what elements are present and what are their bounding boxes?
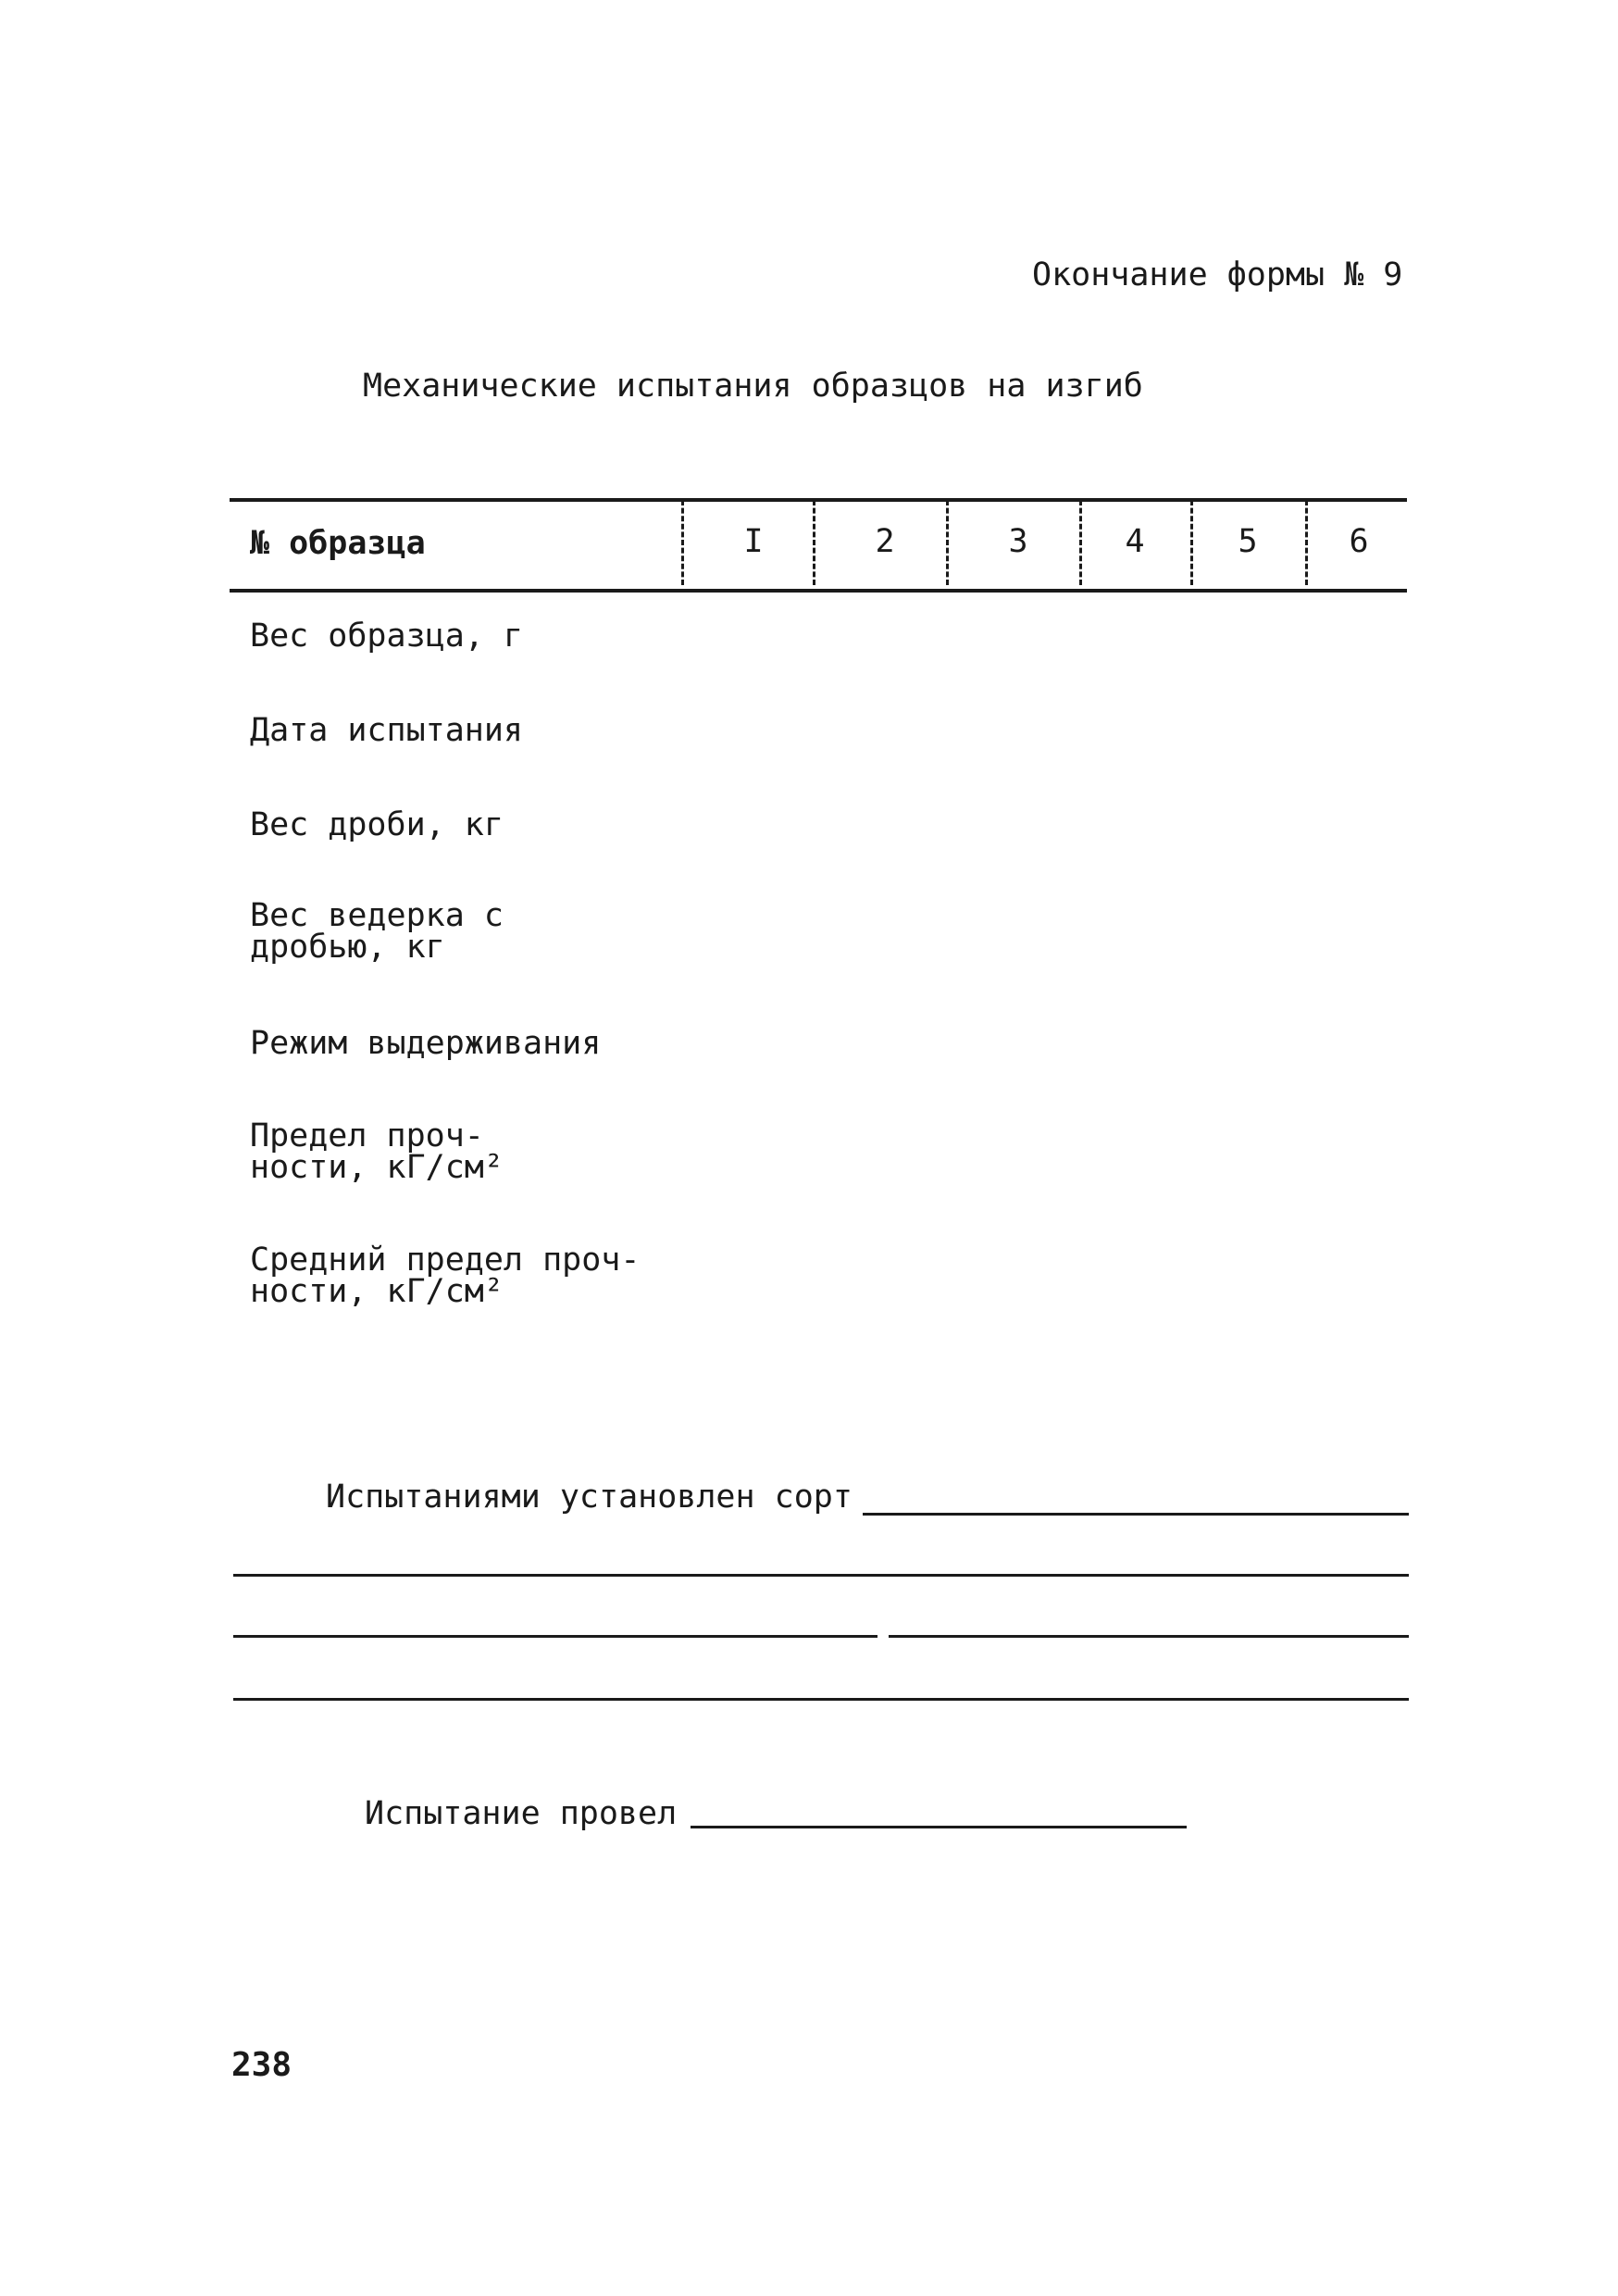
column-separator bbox=[1079, 500, 1082, 585]
form-end-note: Окончание формы № 9 bbox=[1032, 256, 1403, 293]
column-separator bbox=[813, 500, 815, 585]
grade-blank-line-3a[interactable] bbox=[233, 1635, 877, 1638]
row-label-bucket-weight: Вес ведерка с дробью, кг bbox=[250, 897, 504, 966]
column-heading-6: 6 bbox=[1349, 523, 1369, 560]
column-separator bbox=[1190, 500, 1193, 585]
page-number: 238 bbox=[231, 2046, 292, 2084]
column-separator bbox=[1305, 500, 1308, 585]
row-label-test-date: Дата испытания bbox=[250, 712, 524, 749]
document-title: Механические испытания образцов на изгиб bbox=[363, 368, 1143, 405]
column-heading-3: 3 bbox=[1008, 523, 1028, 560]
grade-blank-line-4[interactable] bbox=[233, 1698, 1409, 1701]
row-label-sample-weight: Вес образца, г bbox=[250, 618, 524, 655]
tester-label: Испытание провел bbox=[365, 1795, 678, 1832]
column-separator bbox=[681, 500, 684, 585]
column-heading-5: 5 bbox=[1238, 523, 1258, 560]
grade-blank-line-3b[interactable] bbox=[889, 1635, 1409, 1638]
column-heading-2: 2 bbox=[875, 523, 895, 560]
table-top-rule bbox=[230, 498, 1407, 502]
column-heading-1: I bbox=[743, 523, 764, 560]
row-label-holding-mode: Режим выдерживания bbox=[250, 1025, 602, 1062]
table-header-bottom-rule bbox=[230, 589, 1407, 593]
row-label-shot-weight: Вес дроби, кг bbox=[250, 806, 504, 843]
row-label-strength-limit: Предел проч- ности, кГ/см² bbox=[250, 1117, 504, 1186]
tester-blank-line[interactable] bbox=[691, 1826, 1187, 1828]
sample-number-header: № образца bbox=[250, 525, 426, 562]
grade-label: Испытаниями установлен сорт bbox=[326, 1479, 853, 1516]
row-label-avg-strength-limit: Средний предел проч- ности, кГ/см² bbox=[250, 1242, 641, 1310]
grade-blank-line-2[interactable] bbox=[233, 1574, 1409, 1577]
column-separator bbox=[946, 500, 949, 585]
column-heading-4: 4 bbox=[1125, 523, 1145, 560]
grade-blank-line[interactable] bbox=[863, 1513, 1409, 1516]
